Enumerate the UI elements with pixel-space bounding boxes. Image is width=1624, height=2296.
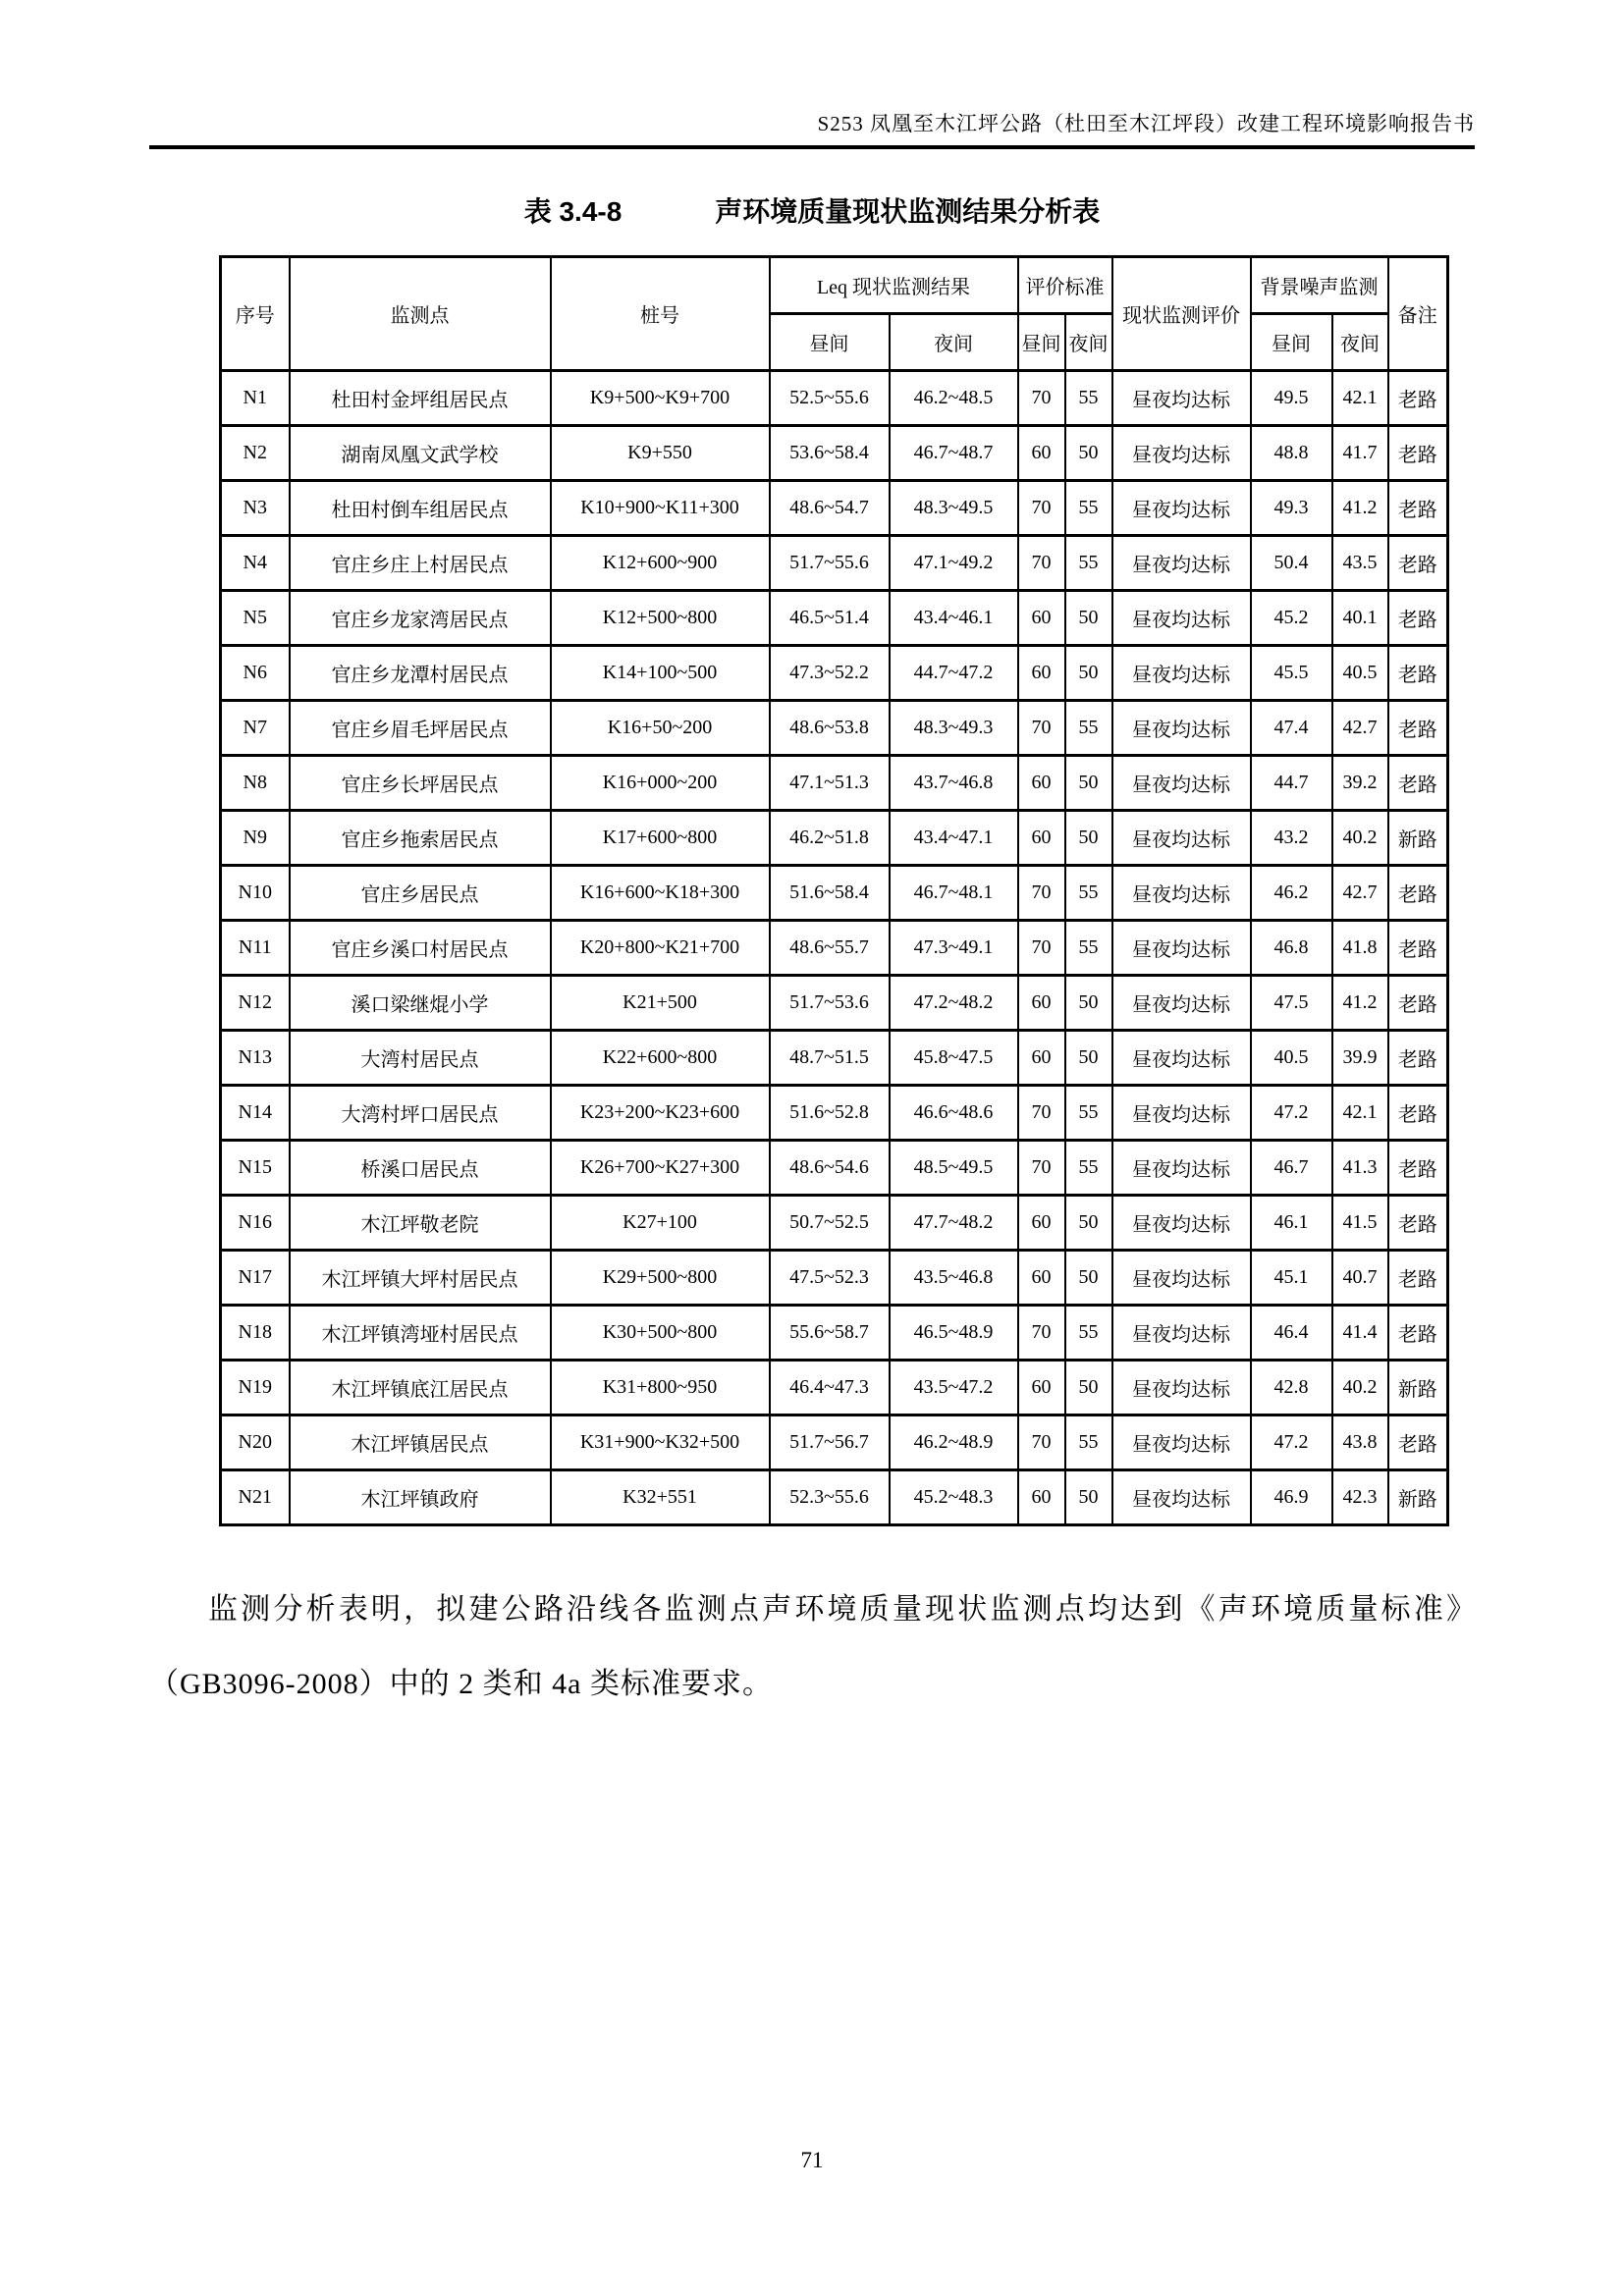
cell-stake: K9+550: [551, 426, 770, 481]
cell-std_day: 70: [1018, 1141, 1065, 1196]
cell-bg_night: 42.3: [1332, 1470, 1388, 1525]
cell-bg_day: 43.2: [1251, 811, 1332, 866]
header-std-day: 昼间: [1018, 314, 1065, 371]
cell-point: 官庄乡居民点: [290, 866, 551, 921]
cell-point: 官庄乡庄上村居民点: [290, 536, 551, 591]
cell-stake: K21+500: [551, 976, 770, 1031]
cell-leq_night: 46.2~48.5: [890, 371, 1018, 426]
cell-std_night: 55: [1065, 866, 1112, 921]
cell-evaluation: 昼夜均达标: [1112, 921, 1251, 976]
cell-point: 杜田村倒车组居民点: [290, 481, 551, 536]
cell-remark: 老路: [1388, 1251, 1448, 1306]
cell-no: N15: [221, 1141, 290, 1196]
cell-std_day: 70: [1018, 866, 1065, 921]
cell-bg_day: 42.8: [1251, 1361, 1332, 1415]
cell-std_day: 60: [1018, 1251, 1065, 1306]
cell-remark: 老路: [1388, 1415, 1448, 1470]
cell-std_night: 55: [1065, 536, 1112, 591]
cell-std_day: 60: [1018, 976, 1065, 1031]
cell-evaluation: 昼夜均达标: [1112, 646, 1251, 701]
table-row: [221, 1086, 1448, 1141]
cell-std_night: 50: [1065, 1361, 1112, 1415]
cell-leq_day: 50.7~52.5: [770, 1196, 890, 1251]
cell-leq_night: 46.7~48.1: [890, 866, 1018, 921]
cell-std_night: 55: [1065, 481, 1112, 536]
cell-bg_night: 40.1: [1332, 591, 1388, 646]
cell-bg_day: 49.5: [1251, 371, 1332, 426]
table-row: [221, 756, 1448, 811]
cell-leq_night: 43.4~47.1: [890, 811, 1018, 866]
cell-stake: K23+200~K23+600: [551, 1086, 770, 1141]
cell-point: 溪口梁继焜小学: [290, 976, 551, 1031]
cell-stake: K16+50~200: [551, 701, 770, 756]
cell-std_night: 50: [1065, 1031, 1112, 1086]
cell-evaluation: 昼夜均达标: [1112, 536, 1251, 591]
cell-no: N13: [221, 1031, 290, 1086]
cell-bg_day: 47.2: [1251, 1086, 1332, 1141]
cell-point: 大湾村居民点: [290, 1031, 551, 1086]
cell-bg_day: 49.3: [1251, 481, 1332, 536]
table-row: [221, 1470, 1448, 1525]
cell-leq_day: 48.6~55.7: [770, 921, 890, 976]
cell-stake: K14+100~500: [551, 646, 770, 701]
cell-leq_day: 51.6~52.8: [770, 1086, 890, 1141]
cell-remark: 老路: [1388, 1141, 1448, 1196]
cell-evaluation: 昼夜均达标: [1112, 591, 1251, 646]
cell-bg_night: 42.1: [1332, 371, 1388, 426]
cell-remark: 老路: [1388, 646, 1448, 701]
cell-stake: K9+500~K9+700: [551, 371, 770, 426]
cell-bg_day: 47.4: [1251, 701, 1332, 756]
cell-no: N12: [221, 976, 290, 1031]
cell-evaluation: 昼夜均达标: [1112, 1415, 1251, 1470]
cell-leq_day: 46.4~47.3: [770, 1361, 890, 1415]
cell-stake: K12+600~900: [551, 536, 770, 591]
cell-std_day: 60: [1018, 1470, 1065, 1525]
cell-bg_night: 40.5: [1332, 646, 1388, 701]
cell-stake: K29+500~800: [551, 1251, 770, 1306]
cell-leq_day: 51.6~58.4: [770, 866, 890, 921]
cell-remark: 老路: [1388, 1306, 1448, 1361]
cell-evaluation: 昼夜均达标: [1112, 811, 1251, 866]
page-header: [149, 108, 1475, 137]
cell-bg_night: 41.7: [1332, 426, 1388, 481]
cell-point: 大湾村坪口居民点: [290, 1086, 551, 1141]
cell-std_day: 60: [1018, 811, 1065, 866]
table-row: [221, 591, 1448, 646]
table-row: [221, 481, 1448, 536]
cell-leq_day: 55.6~58.7: [770, 1306, 890, 1361]
cell-no: N16: [221, 1196, 290, 1251]
cell-bg_day: 46.2: [1251, 866, 1332, 921]
cell-no: N17: [221, 1251, 290, 1306]
cell-point: 木江坪镇湾垭村居民点: [290, 1306, 551, 1361]
cell-remark: 老路: [1388, 756, 1448, 811]
cell-std_night: 50: [1065, 756, 1112, 811]
cell-no: N9: [221, 811, 290, 866]
header-stake: 桩号: [551, 257, 770, 371]
noise-monitoring-table: [219, 255, 1449, 1526]
cell-bg_day: 46.7: [1251, 1141, 1332, 1196]
cell-no: N21: [221, 1470, 290, 1525]
cell-stake: K10+900~K11+300: [551, 481, 770, 536]
cell-point: 木江坪敬老院: [290, 1196, 551, 1251]
cell-std_day: 60: [1018, 426, 1065, 481]
table-title: [0, 190, 1624, 230]
table-row: [221, 646, 1448, 701]
cell-stake: K31+800~950: [551, 1361, 770, 1415]
cell-no: N7: [221, 701, 290, 756]
cell-stake: K31+900~K32+500: [551, 1415, 770, 1470]
cell-no: N1: [221, 371, 290, 426]
header-bg-night: 夜间: [1332, 314, 1388, 371]
cell-bg_night: 42.7: [1332, 701, 1388, 756]
cell-remark: 老路: [1388, 1086, 1448, 1141]
cell-bg_night: 40.2: [1332, 811, 1388, 866]
cell-bg_night: 41.2: [1332, 976, 1388, 1031]
analysis-paragraph: 监测分析表明，拟建公路沿线各监测点声环境质量现状监测点均达到《声环境质量标准》（GB3096-2008）中的 2 类和 4a 类标准要求。: [149, 1593, 1477, 1700]
cell-std_night: 50: [1065, 976, 1112, 1031]
cell-evaluation: 昼夜均达标: [1112, 1470, 1251, 1525]
header-std-night: 夜间: [1065, 314, 1112, 371]
table-row: [221, 976, 1448, 1031]
table-row: [221, 1251, 1448, 1306]
cell-no: N18: [221, 1306, 290, 1361]
cell-no: N5: [221, 591, 290, 646]
cell-point: 官庄乡拖索居民点: [290, 811, 551, 866]
table-row: [221, 1196, 1448, 1251]
cell-leq_night: 47.1~49.2: [890, 536, 1018, 591]
cell-bg_day: 45.1: [1251, 1251, 1332, 1306]
table-header-row-1: [221, 257, 1448, 314]
cell-std_night: 55: [1065, 1306, 1112, 1361]
table-row: [221, 1415, 1448, 1470]
table-name: 声环境质量现状监测结果分析表: [715, 196, 1101, 227]
cell-std_day: 60: [1018, 1196, 1065, 1251]
cell-std_day: 70: [1018, 371, 1065, 426]
cell-bg_day: 46.9: [1251, 1470, 1332, 1525]
cell-point: 杜田村金坪组居民点: [290, 371, 551, 426]
cell-remark: 新路: [1388, 1361, 1448, 1415]
table-row: [221, 371, 1448, 426]
cell-point: 木江坪镇政府: [290, 1470, 551, 1525]
cell-bg_night: 41.2: [1332, 481, 1388, 536]
cell-evaluation: 昼夜均达标: [1112, 1086, 1251, 1141]
cell-leq_night: 44.7~47.2: [890, 646, 1018, 701]
cell-point: 湖南凤凰文武学校: [290, 426, 551, 481]
cell-evaluation: 昼夜均达标: [1112, 1251, 1251, 1306]
cell-stake: K30+500~800: [551, 1306, 770, 1361]
cell-bg_day: 47.5: [1251, 976, 1332, 1031]
cell-no: N6: [221, 646, 290, 701]
cell-std_night: 55: [1065, 701, 1112, 756]
cell-std_night: 50: [1065, 1196, 1112, 1251]
cell-std_day: 70: [1018, 536, 1065, 591]
table-row: [221, 866, 1448, 921]
cell-stake: K16+600~K18+300: [551, 866, 770, 921]
table-row: [221, 1361, 1448, 1415]
cell-no: N20: [221, 1415, 290, 1470]
cell-stake: K17+600~800: [551, 811, 770, 866]
cell-std_day: 60: [1018, 646, 1065, 701]
cell-bg_day: 46.4: [1251, 1306, 1332, 1361]
header-background-group: 背景噪声监测: [1251, 257, 1388, 314]
cell-point: 官庄乡眉毛坪居民点: [290, 701, 551, 756]
cell-bg_night: 39.2: [1332, 756, 1388, 811]
cell-remark: 老路: [1388, 371, 1448, 426]
cell-std_night: 50: [1065, 1251, 1112, 1306]
cell-std_night: 50: [1065, 591, 1112, 646]
cell-point: 木江坪镇底江居民点: [290, 1361, 551, 1415]
cell-evaluation: 昼夜均达标: [1112, 481, 1251, 536]
cell-leq_night: 47.7~48.2: [890, 1196, 1018, 1251]
cell-leq_night: 45.8~47.5: [890, 1031, 1018, 1086]
cell-bg_day: 48.8: [1251, 426, 1332, 481]
cell-stake: K27+100: [551, 1196, 770, 1251]
cell-evaluation: 昼夜均达标: [1112, 976, 1251, 1031]
cell-remark: 老路: [1388, 866, 1448, 921]
table-row: [221, 426, 1448, 481]
header-evaluation: 现状监测评价: [1112, 257, 1251, 371]
cell-evaluation: 昼夜均达标: [1112, 701, 1251, 756]
cell-evaluation: 昼夜均达标: [1112, 1306, 1251, 1361]
table-row: [221, 1306, 1448, 1361]
cell-evaluation: 昼夜均达标: [1112, 371, 1251, 426]
cell-std_day: 70: [1018, 1306, 1065, 1361]
cell-no: N11: [221, 921, 290, 976]
header-point: 监测点: [290, 257, 551, 371]
cell-std_day: 70: [1018, 701, 1065, 756]
table-row: [221, 921, 1448, 976]
cell-std_day: 60: [1018, 591, 1065, 646]
cell-leq_day: 48.6~54.7: [770, 481, 890, 536]
cell-std_night: 50: [1065, 426, 1112, 481]
cell-bg_day: 50.4: [1251, 536, 1332, 591]
page-number: 71: [800, 2148, 824, 2172]
cell-evaluation: 昼夜均达标: [1112, 1361, 1251, 1415]
cell-stake: K20+800~K21+700: [551, 921, 770, 976]
cell-stake: K32+551: [551, 1470, 770, 1525]
cell-bg_night: 43.8: [1332, 1415, 1388, 1470]
cell-no: N8: [221, 756, 290, 811]
cell-no: N10: [221, 866, 290, 921]
header-remark: 备注: [1388, 257, 1448, 371]
cell-leq_night: 46.5~48.9: [890, 1306, 1018, 1361]
cell-std_night: 50: [1065, 646, 1112, 701]
cell-point: 木江坪镇大坪村居民点: [290, 1251, 551, 1306]
cell-remark: 老路: [1388, 701, 1448, 756]
header-rule: [149, 145, 1475, 149]
cell-bg_day: 40.5: [1251, 1031, 1332, 1086]
cell-point: 木江坪镇居民点: [290, 1415, 551, 1470]
cell-no: N3: [221, 481, 290, 536]
cell-leq_night: 46.6~48.6: [890, 1086, 1018, 1141]
cell-leq_night: 47.3~49.1: [890, 921, 1018, 976]
cell-remark: 新路: [1388, 1470, 1448, 1525]
cell-no: N4: [221, 536, 290, 591]
table-label: 表 3.4-8: [523, 196, 623, 227]
cell-bg_night: 42.1: [1332, 1086, 1388, 1141]
cell-leq_day: 48.6~54.6: [770, 1141, 890, 1196]
cell-point: 官庄乡长坪居民点: [290, 756, 551, 811]
table-row: [221, 1141, 1448, 1196]
cell-bg_day: 46.8: [1251, 921, 1332, 976]
header-bg-day: 昼间: [1251, 314, 1332, 371]
cell-evaluation: 昼夜均达标: [1112, 1196, 1251, 1251]
cell-bg_night: 41.5: [1332, 1196, 1388, 1251]
cell-point: 官庄乡龙潭村居民点: [290, 646, 551, 701]
cell-std_day: 70: [1018, 1086, 1065, 1141]
cell-stake: K26+700~K27+300: [551, 1141, 770, 1196]
cell-std_night: 50: [1065, 811, 1112, 866]
cell-remark: 新路: [1388, 811, 1448, 866]
cell-leq_night: 47.2~48.2: [890, 976, 1018, 1031]
cell-leq_night: 46.2~48.9: [890, 1415, 1018, 1470]
cell-remark: 老路: [1388, 536, 1448, 591]
cell-evaluation: 昼夜均达标: [1112, 1031, 1251, 1086]
cell-leq_day: 46.2~51.8: [770, 811, 890, 866]
table-row: [221, 811, 1448, 866]
cell-bg_day: 46.1: [1251, 1196, 1332, 1251]
cell-evaluation: 昼夜均达标: [1112, 426, 1251, 481]
cell-point: 官庄乡龙家湾居民点: [290, 591, 551, 646]
cell-bg_day: 45.2: [1251, 591, 1332, 646]
cell-std_night: 55: [1065, 371, 1112, 426]
cell-std_night: 55: [1065, 1086, 1112, 1141]
cell-no: N2: [221, 426, 290, 481]
table-row: [221, 701, 1448, 756]
header-leq-group: Leq 现状监测结果: [770, 257, 1018, 314]
cell-point: 桥溪口居民点: [290, 1141, 551, 1196]
cell-leq_night: 45.2~48.3: [890, 1470, 1018, 1525]
cell-leq_night: 48.3~49.5: [890, 481, 1018, 536]
cell-std_day: 60: [1018, 1031, 1065, 1086]
cell-leq_day: 53.6~58.4: [770, 426, 890, 481]
cell-std_day: 70: [1018, 1415, 1065, 1470]
cell-std_day: 60: [1018, 1361, 1065, 1415]
cell-bg_night: 43.5: [1332, 536, 1388, 591]
cell-remark: 老路: [1388, 1031, 1448, 1086]
cell-leq_day: 51.7~56.7: [770, 1415, 890, 1470]
cell-std_night: 55: [1065, 921, 1112, 976]
cell-point: 官庄乡溪口村居民点: [290, 921, 551, 976]
header-leq-day: 昼间: [770, 314, 890, 371]
table-row: [221, 1031, 1448, 1086]
cell-evaluation: 昼夜均达标: [1112, 756, 1251, 811]
cell-leq_day: 47.3~52.2: [770, 646, 890, 701]
cell-std_day: 60: [1018, 756, 1065, 811]
cell-stake: K22+600~800: [551, 1031, 770, 1086]
cell-leq_night: 48.5~49.5: [890, 1141, 1018, 1196]
header-standard-group: 评价标准: [1018, 257, 1112, 314]
cell-leq_day: 48.7~51.5: [770, 1031, 890, 1086]
cell-bg_night: 39.9: [1332, 1031, 1388, 1086]
header-leq-night: 夜间: [890, 314, 1018, 371]
cell-leq_day: 51.7~55.6: [770, 536, 890, 591]
cell-leq_day: 46.5~51.4: [770, 591, 890, 646]
cell-leq_day: 52.5~55.6: [770, 371, 890, 426]
cell-remark: 老路: [1388, 481, 1448, 536]
cell-leq_night: 46.7~48.7: [890, 426, 1018, 481]
cell-std_night: 55: [1065, 1415, 1112, 1470]
cell-leq_night: 43.5~47.2: [890, 1361, 1018, 1415]
cell-leq_day: 51.7~53.6: [770, 976, 890, 1031]
cell-leq_day: 47.5~52.3: [770, 1251, 890, 1306]
cell-bg_day: 44.7: [1251, 756, 1332, 811]
cell-bg_night: 41.3: [1332, 1141, 1388, 1196]
cell-stake: K12+500~800: [551, 591, 770, 646]
cell-evaluation: 昼夜均达标: [1112, 1141, 1251, 1196]
cell-leq_night: 43.4~46.1: [890, 591, 1018, 646]
report-title: S253 凤凰至木江坪公路（杜田至木江坪段）改建工程环境影响报告书: [817, 112, 1475, 135]
cell-bg_night: 41.8: [1332, 921, 1388, 976]
cell-bg_day: 45.5: [1251, 646, 1332, 701]
cell-std_day: 70: [1018, 921, 1065, 976]
cell-remark: 老路: [1388, 976, 1448, 1031]
cell-stake: K16+000~200: [551, 756, 770, 811]
cell-bg_night: 41.4: [1332, 1306, 1388, 1361]
cell-std_night: 50: [1065, 1470, 1112, 1525]
cell-bg_night: 42.7: [1332, 866, 1388, 921]
cell-leq_day: 47.1~51.3: [770, 756, 890, 811]
cell-no: N14: [221, 1086, 290, 1141]
cell-evaluation: 昼夜均达标: [1112, 866, 1251, 921]
cell-remark: 老路: [1388, 1196, 1448, 1251]
cell-leq_night: 43.5~46.8: [890, 1251, 1018, 1306]
cell-remark: 老路: [1388, 591, 1448, 646]
cell-remark: 老路: [1388, 426, 1448, 481]
cell-leq_day: 48.6~53.8: [770, 701, 890, 756]
cell-no: N19: [221, 1361, 290, 1415]
cell-bg_night: 40.7: [1332, 1251, 1388, 1306]
cell-leq_day: 52.3~55.6: [770, 1470, 890, 1525]
cell-bg_night: 40.2: [1332, 1361, 1388, 1415]
table-row: [221, 536, 1448, 591]
header-no: 序号: [221, 257, 290, 371]
cell-leq_night: 43.7~46.8: [890, 756, 1018, 811]
cell-remark: 老路: [1388, 921, 1448, 976]
cell-bg_day: 47.2: [1251, 1415, 1332, 1470]
cell-std_day: 70: [1018, 481, 1065, 536]
cell-leq_night: 48.3~49.3: [890, 701, 1018, 756]
cell-std_night: 55: [1065, 1141, 1112, 1196]
